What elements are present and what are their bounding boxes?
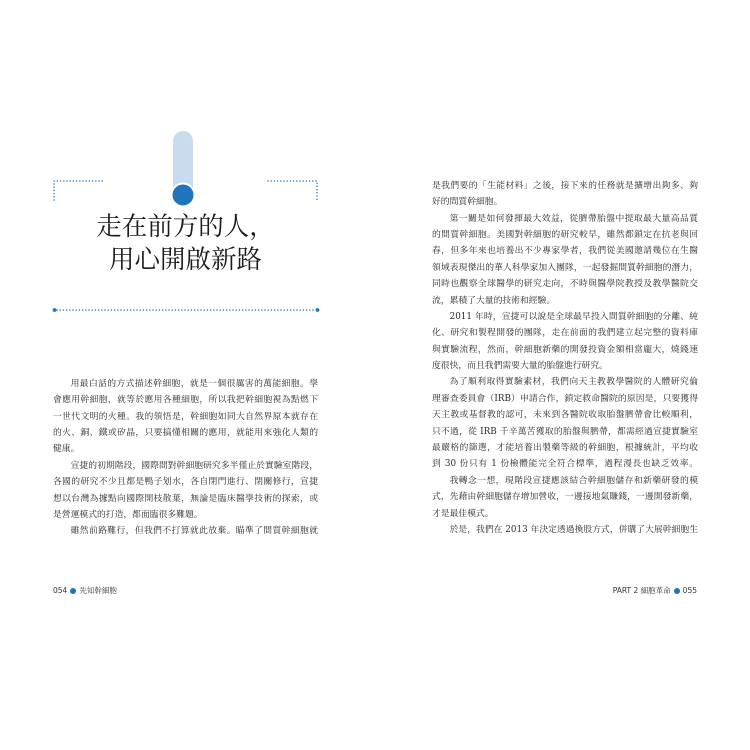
divider-end-dot: [316, 308, 320, 312]
paragraph: [53, 523, 318, 539]
body-line: 第一關是如何發揮最大效益，從臍帶胎盤中提取最大量高品質: [449, 213, 698, 224]
body-line: 只不過，從 IRB 千辛萬苦獲取的胎盤與臍帶，都需經過宣捷實驗室: [432, 426, 698, 437]
body-line: 度很快，而且我們需要大量的胎盤進行研究。: [432, 361, 608, 372]
body-line: 流，累積了大量的技術和經驗。: [432, 295, 556, 306]
paragraph: [432, 178, 698, 211]
paragraph: [53, 376, 318, 458]
running-head: 先知幹細胞: [79, 586, 117, 595]
body-line: 最嚴格的篩選，才能培養出製藥等級的幹細胞，根據統計，平均收: [432, 443, 698, 454]
body-line: 健康。: [53, 444, 80, 455]
body-line: 與實驗流程，然而，幹細胞新藥的開發投資金額相當龐大，燒錢速: [432, 344, 698, 355]
body-line: 的間質幹細胞。美國對幹細胞的研究較早，雖然都鎖定在抗老與回: [432, 229, 698, 240]
paragraph: [53, 458, 318, 524]
paragraph: [432, 211, 698, 309]
body-line: 到 30 份只有 1 份檢體能完全符合標準，過程漫長也缺乏效率。: [432, 459, 698, 470]
chapter-title-line: 走在前方的人，: [96, 212, 275, 242]
right-page-footer: [613, 585, 697, 597]
paragraph: [432, 522, 698, 538]
title-bracket-left: [54, 181, 103, 200]
body-line: 春，但多年來也培養出不少專家學者，我們從美國邀請幾位在生醫: [432, 246, 698, 257]
title-bracket-right: [268, 181, 317, 200]
body-line: 是我們要的「生能材料」之後，接下來的任務就是擴增出夠多、夠: [432, 180, 698, 191]
body-line: 會應用幹細胞，就等於應用各種細胞，所以我把幹細胞視為點燃下: [53, 395, 318, 406]
body-line: 用最白話的方式描述幹細胞，就是一個很厲害的萬能細胞。學: [70, 378, 318, 389]
body-line: 雖然前路難行，但我們不打算就此放棄。瞄準了間質幹細胞就: [70, 526, 318, 537]
title-marker-bar: [173, 131, 193, 197]
body-line: 化、研究和製程開發的團隊，走在前面的我們建立起完整的資料庫: [432, 328, 698, 339]
body-line: 想以台灣為據點向國際開枝散葉，無論是臨床醫學技術的探索，或: [53, 493, 318, 504]
body-line: 才是最佳模式。: [432, 508, 494, 519]
body-line: 式，先藉由幹細胞儲存增加營收，一邊接地氣賺錢，一邊開發新藥，: [432, 492, 698, 503]
body-line: 一世代文明的火種。我的領悟是，幹細胞如同大自然界原本就存在: [53, 411, 318, 422]
chapter-title-line: 用心開啟新路: [108, 245, 262, 275]
body-line: 2011 年時，宣捷可以說是全球最早投入間質幹細胞的分離、純: [449, 311, 698, 322]
body-line: 是營運模式的打造，都面臨很多難題。: [53, 509, 203, 520]
paragraph: [432, 374, 698, 472]
body-line: 宣捷的初期階段，國際間對幹細胞研究多半僅止於實驗室階段，: [70, 460, 318, 471]
title-marker-dot: [172, 184, 195, 207]
page-number: 055: [682, 586, 697, 595]
body-line: 理審查委員會（IRB）申請合作，鎖定救命醫院的原因是，只要獲得: [432, 393, 698, 404]
page-number: 054: [53, 586, 68, 595]
body-line: 的火、銅、鐵或矽晶，只要搞懂相關的應用，就能用來強化人類的: [53, 427, 318, 438]
left-page-body: [53, 376, 318, 540]
bullet-dot-icon: [70, 588, 76, 594]
body-line: 好的間質幹細胞。: [432, 197, 503, 208]
body-line: 我轉念一想，現階段宣捷應該結合幹細胞儲存和新藥研發的模: [449, 475, 698, 486]
bullet-dot-icon: [674, 588, 680, 594]
divider-end-dot: [53, 308, 57, 312]
body-line: 領域表現傑出的華人科學家加入團隊，一起發掘間質幹細胞的潛力，: [432, 262, 698, 273]
right-page-body: [432, 178, 698, 539]
body-line: 各國的研究不少且都是鴨子划水，各自閉門進行、閉關修行，宣捷: [53, 477, 318, 488]
body-line: 於是，我們在 2013 年決定透過換股方式，併購了大展幹細胞生: [449, 525, 698, 535]
body-line: 為了順利取得實驗素材，我們向天主教教學醫院的人體研究倫: [449, 377, 698, 388]
chapter-title: [53, 211, 318, 277]
paragraph: [432, 309, 698, 375]
body-line: 天主教或基督教的認可，未來到各醫院收取胎盤臍帶會比較順利，: [432, 410, 698, 421]
running-head: PART 2 細胞革命: [612, 586, 671, 595]
left-page-footer: [53, 585, 117, 597]
paragraph: [432, 473, 698, 522]
right-page: [375, 0, 750, 750]
body-line: 同時也觀察全球醫學的研究走向，不時與醫學院教授及教學醫院交: [432, 279, 698, 290]
